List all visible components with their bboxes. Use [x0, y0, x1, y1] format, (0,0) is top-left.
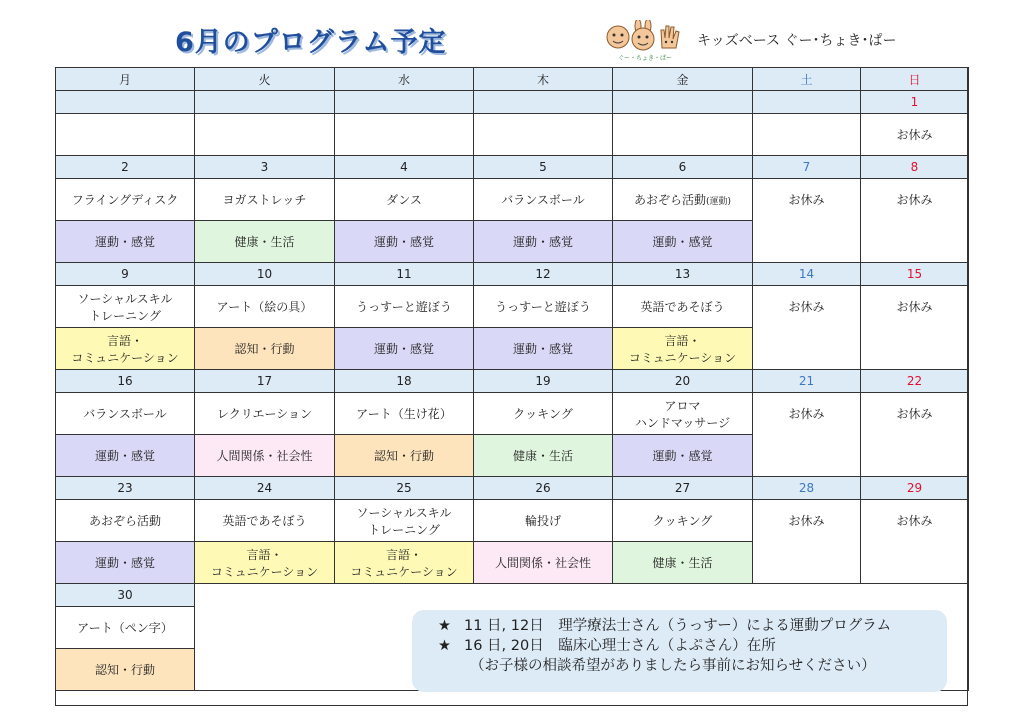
- activity-cell-text: フライングディスク: [71, 193, 179, 207]
- date-cell: [56, 370, 195, 393]
- holiday-cell-text: お休み: [896, 407, 933, 421]
- weekday-header: 金: [613, 68, 753, 91]
- date-cell-empty: [195, 91, 335, 114]
- date-cell: [335, 477, 474, 500]
- holiday-cell: [753, 500, 861, 584]
- org-name: キッズベース ぐー･ちょき･ぱー: [697, 33, 897, 49]
- category-cell: [56, 649, 195, 691]
- page-title: 6月のプログラム予定: [175, 27, 447, 58]
- logo-text: ぐー・ちょき・ぱー: [617, 55, 673, 62]
- category-cell: [613, 435, 753, 477]
- date-cell: [474, 370, 613, 393]
- date-cell: [195, 263, 335, 286]
- activity-cell: [335, 286, 474, 328]
- date-cell: [56, 263, 195, 286]
- activity-cell-text: アロマ ハンドマッサージ: [634, 398, 731, 430]
- category-cell-text: 認知・行動: [94, 663, 155, 677]
- date-cell-text: 15: [906, 267, 923, 281]
- activity-row: [56, 114, 969, 156]
- holiday-cell: [861, 500, 969, 584]
- activity-row: [56, 393, 969, 435]
- date-cell: [474, 477, 613, 500]
- category-cell-text: 言語・ コミュニケーション: [210, 547, 319, 579]
- category-cell: [474, 221, 613, 263]
- activity-cell: [474, 393, 613, 435]
- date-cell-text: 16: [117, 374, 133, 388]
- activity-cell-text: レクリエーション: [216, 407, 313, 421]
- activity-row: [56, 500, 969, 542]
- note-line-1: ★ 11 日, 12日 理学療法士さん（うっすー）による運動プログラム: [438, 618, 892, 634]
- date-cell-text: 8: [910, 160, 919, 174]
- category-cell-text: 健康・生活: [512, 449, 573, 463]
- star-icon: ★: [438, 618, 451, 634]
- holiday-cell: [753, 393, 861, 477]
- category-cell-text: 認知・行動: [373, 449, 434, 463]
- category-cell-text: 運動・感覚: [652, 235, 713, 249]
- category-cell-text: 運動・感覚: [94, 449, 155, 463]
- date-cell-text: 29: [906, 481, 923, 495]
- empty-cell: [56, 114, 195, 156]
- date-cell: [861, 156, 969, 179]
- activity-row: [56, 179, 969, 221]
- category-cell: [195, 328, 335, 370]
- category-cell: [613, 328, 753, 370]
- category-cell: [56, 435, 195, 477]
- holiday-cell-text: お休み: [788, 514, 825, 528]
- date-cell-empty: [474, 91, 613, 114]
- date-cell-text: 10: [256, 267, 273, 281]
- category-cell-text: 運動・感覚: [373, 342, 434, 356]
- date-cell-text: 12: [535, 267, 551, 281]
- date-cell-text: 19: [535, 374, 551, 388]
- category-cell: [335, 221, 474, 263]
- activity-cell-text: バランスボール: [501, 193, 585, 207]
- date-cell-empty: [753, 91, 861, 114]
- date-row: [56, 370, 969, 393]
- activity-cell: [474, 179, 613, 221]
- activity-cell: [56, 607, 195, 649]
- activity-cell-text: バランスボール: [83, 407, 167, 421]
- activity-cell-text: あおぞら活動: [88, 514, 161, 528]
- category-cell-text: 言語・ コミュニケーション: [628, 333, 737, 365]
- date-cell-text: 4: [400, 160, 408, 174]
- category-cell-text: 言語・ コミュニケーション: [350, 547, 458, 579]
- date-cell-text: 30: [117, 588, 133, 602]
- activity-cell-text: ソーシャルスキル トレーニング: [356, 505, 452, 537]
- activity-cell-text: クッキング: [513, 407, 573, 421]
- holiday-cell: [861, 114, 969, 156]
- date-cell-text: 24: [256, 481, 273, 495]
- holiday-cell: [861, 393, 969, 477]
- date-cell: [861, 91, 969, 114]
- category-cell-text: 運動・感覚: [512, 235, 573, 249]
- activity-cell: [613, 286, 753, 328]
- activity-cell: [195, 286, 335, 328]
- activity-cell-text: 英語であそぼう: [640, 300, 725, 314]
- holiday-cell: [753, 286, 861, 370]
- weekday-header: 水: [335, 68, 474, 91]
- activity-cell: [335, 179, 474, 221]
- date-cell: [613, 263, 753, 286]
- date-cell-text: 17: [256, 374, 273, 388]
- date-cell: [753, 477, 861, 500]
- weekday-header: 月: [56, 68, 195, 91]
- date-cell-text: 18: [396, 374, 412, 388]
- date-cell-text: 28: [798, 481, 815, 495]
- date-cell: [335, 156, 474, 179]
- date-cell-text: 11: [396, 267, 412, 281]
- category-cell-text: 運動・感覚: [94, 556, 155, 570]
- activity-cell-text: ソーシャルスキル トレーニング: [77, 291, 173, 323]
- date-cell-empty: [56, 91, 195, 114]
- activity-cell: [613, 393, 753, 435]
- empty-cell: [753, 114, 861, 156]
- holiday-cell-text: お休み: [896, 128, 933, 142]
- date-cell-text: 6: [678, 160, 687, 174]
- date-cell-text: 2: [121, 160, 129, 174]
- date-cell-text: 13: [674, 267, 691, 281]
- activity-row: [56, 286, 969, 328]
- category-cell: [56, 221, 195, 263]
- category-cell: [335, 435, 474, 477]
- category-cell: [195, 542, 335, 584]
- empty-cell: [613, 114, 753, 156]
- date-cell: [335, 263, 474, 286]
- date-cell-text: 14: [798, 267, 815, 281]
- date-cell-text: 5: [539, 160, 547, 174]
- note-line-3: （お子様の相談希望がありましたら事前にお知らせください）: [470, 658, 876, 674]
- note-line-2: ★ 16 日, 20日 臨床心理士さん（よぷさん）在所: [438, 638, 776, 654]
- activity-cell: [474, 500, 613, 542]
- weekday-header: 火: [195, 68, 335, 91]
- activity-cell-text: ダンス: [386, 193, 422, 207]
- date-cell-text: 21: [798, 374, 815, 388]
- date-row: [56, 156, 969, 179]
- date-cell: [56, 477, 195, 500]
- date-cell-empty: [613, 91, 753, 114]
- date-cell: [56, 584, 195, 607]
- activity-cell-text: クッキング: [652, 514, 713, 528]
- category-cell: [335, 328, 474, 370]
- logo: [604, 20, 686, 62]
- date-cell: [861, 263, 969, 286]
- date-cell: [613, 370, 753, 393]
- notes-box: [412, 610, 947, 692]
- date-cell-text: 1: [910, 95, 919, 109]
- date-cell-text: 26: [535, 481, 551, 495]
- holiday-cell: [861, 286, 969, 370]
- activity-cell: [613, 500, 753, 542]
- activity-cell: [56, 179, 195, 221]
- date-cell-text: 20: [674, 374, 691, 388]
- activity-cell-text: 英語であそぼう: [222, 514, 307, 528]
- empty-cell: [195, 114, 335, 156]
- activity-cell: [56, 500, 195, 542]
- star-icon: ★: [438, 638, 451, 654]
- date-cell: [195, 370, 335, 393]
- holiday-cell-text: お休み: [788, 407, 825, 421]
- activity-cell-text: アート（生け花）: [356, 407, 452, 421]
- category-cell-text: 人間関係・社会性: [494, 556, 591, 570]
- category-cell-text: 運動・感覚: [94, 235, 155, 249]
- activity-cell-text: 輪投げ: [524, 514, 561, 528]
- activity-cell: [474, 286, 613, 328]
- activity-cell: [335, 500, 474, 542]
- activity-cell: [195, 393, 335, 435]
- holiday-cell: [753, 179, 861, 263]
- date-cell: [474, 263, 613, 286]
- rock-hand-icon: [607, 26, 629, 48]
- date-row: [56, 263, 969, 286]
- date-cell: [335, 370, 474, 393]
- date-cell: [753, 263, 861, 286]
- activity-cell: [56, 393, 195, 435]
- date-row: [56, 584, 969, 607]
- date-cell-text: 25: [396, 481, 412, 495]
- category-cell-text: 言語・ コミュニケーション: [71, 333, 179, 365]
- activity-cell-text: うっすーと遊ぼう: [495, 300, 591, 314]
- date-cell-text: 3: [260, 160, 269, 174]
- empty-cell: [335, 114, 474, 156]
- category-cell: [335, 542, 474, 584]
- activity-cell: [613, 179, 753, 221]
- weekday-header-row: [56, 68, 969, 91]
- holiday-cell-text: お休み: [896, 300, 933, 314]
- date-cell: [56, 156, 195, 179]
- holiday-cell-text: お休み: [788, 300, 825, 314]
- category-cell-text: 運動・感覚: [652, 449, 713, 463]
- category-cell: [474, 328, 613, 370]
- activity-cell-text: あおぞら活動: [633, 193, 706, 207]
- holiday-cell-text: お休み: [896, 514, 933, 528]
- date-cell: [195, 477, 335, 500]
- date-cell: [753, 370, 861, 393]
- date-cell: [195, 156, 335, 179]
- date-cell-text: 9: [121, 267, 129, 281]
- date-cell: [474, 156, 613, 179]
- activity-cell: [56, 286, 195, 328]
- category-cell-text: 健康・生活: [234, 235, 295, 249]
- date-cell-empty: [335, 91, 474, 114]
- activity-cell-text: アート（ペン字）: [77, 621, 173, 635]
- category-cell: [474, 435, 613, 477]
- activity-cell-text: アート（絵の具）: [216, 300, 313, 314]
- date-cell: [753, 156, 861, 179]
- category-cell-text: 健康・生活: [652, 556, 713, 570]
- date-cell-text: 27: [674, 481, 691, 495]
- paper-hand-icon: [661, 26, 679, 48]
- date-cell-text: 7: [802, 160, 811, 174]
- holiday-cell: [861, 179, 969, 263]
- date-cell-text: 22: [906, 374, 923, 388]
- category-cell: [56, 542, 195, 584]
- category-cell-text: 運動・感覚: [512, 342, 573, 356]
- category-cell: [195, 435, 335, 477]
- category-cell-text: 人間関係・社会性: [216, 449, 313, 463]
- activity-cell-text: ヨガストレッチ: [222, 193, 307, 207]
- date-cell: [861, 477, 969, 500]
- empty-cell: [474, 114, 613, 156]
- category-cell: [613, 542, 753, 584]
- date-cell-text: 23: [117, 481, 133, 495]
- weekday-header: 木: [474, 68, 613, 91]
- weekday-header: 土: [753, 68, 861, 91]
- category-cell: [195, 221, 335, 263]
- category-cell: [613, 221, 753, 263]
- weekday-header: 日: [861, 68, 969, 91]
- category-cell-text: 認知・行動: [234, 342, 295, 356]
- holiday-cell-text: お休み: [896, 193, 933, 207]
- activity-cell: [195, 179, 335, 221]
- holiday-cell-text: お休み: [788, 193, 825, 207]
- category-cell-text: 運動・感覚: [373, 235, 434, 249]
- schedule-calendar: [55, 67, 969, 691]
- category-cell: [56, 328, 195, 370]
- date-cell: [613, 477, 753, 500]
- date-cell: [861, 370, 969, 393]
- activity-cell: [335, 393, 474, 435]
- date-row: [56, 477, 969, 500]
- activity-cell-text: うっすーと遊ぼう: [356, 300, 452, 314]
- date-cell: [613, 156, 753, 179]
- date-row: [56, 91, 969, 114]
- activity-cell: [195, 500, 335, 542]
- activity-note: (運動): [705, 197, 732, 207]
- scissors-bunny-icon: [632, 20, 654, 50]
- category-cell: [474, 542, 613, 584]
